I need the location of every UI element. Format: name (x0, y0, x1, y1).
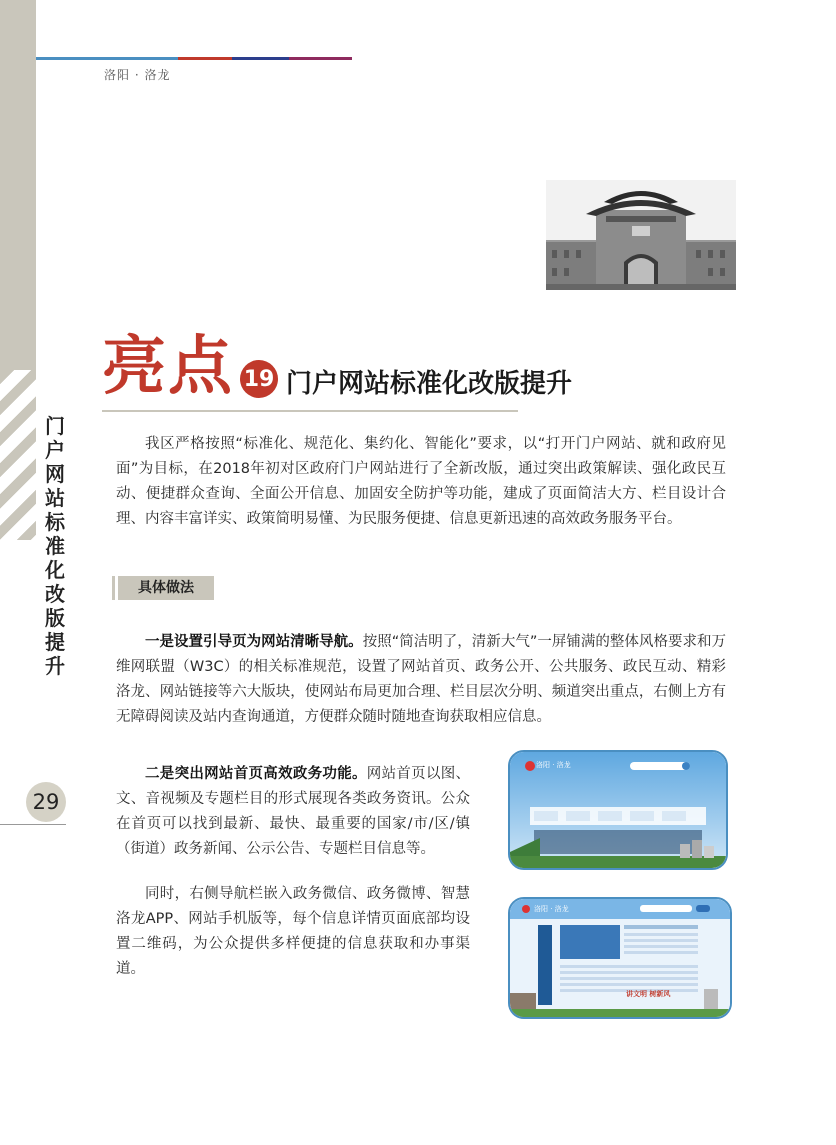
screenshot-1-site-name: 洛阳 · 洛龙 (536, 761, 571, 769)
point-2-lead: 二是突出网站首页高效政务功能。 (145, 766, 367, 782)
side-char: 站 (45, 486, 65, 510)
point-2-paragraph (116, 762, 470, 862)
highlight-number-badge: 19 (240, 360, 278, 398)
side-char: 网 (45, 462, 65, 486)
side-char: 版 (45, 606, 65, 630)
side-char: 改 (45, 582, 65, 606)
gate-tower-photo (546, 180, 736, 290)
running-head: 洛阳 · 洛龙 (104, 68, 171, 82)
side-char: 准 (45, 534, 65, 558)
point-1-text: 按照“简洁明了，清新大气”一屏铺满的整体风格要求和万维网联盟（W3C）的相关标准规范，设置了网站首页、政务公开、公共服务、政民互动、精彩洛龙、网站链接等六大版块，使网站布局更加合理、栏目层次分明、频道突出重点，右侧上方有无障碍阅读及站内查询通道，方便群众随时随地查询获取相应信息。 (116, 634, 727, 725)
vertical-side-title (42, 414, 68, 678)
intro-paragraph: 我区严格按照“标准化、规范化、集约化、智能化”要求，以“打开门户网站、就和政府见面”为目标，在2018年初对区政府门户网站进行了全新改版，通过突出政策解读、强化政民互动、便捷群众查询、全面公开信息、加固安全防护等功能，建成了页面简洁大方、栏目设计合理、内容丰富详实、政策简明易懂、为民服务便捷、信息更新迅速的高效政务服务平台。 (116, 436, 726, 527)
website-homepage-screenshot (508, 750, 728, 870)
screenshot-2-banner: 讲文明 树新风 (626, 990, 671, 998)
left-band-stripes (0, 370, 36, 540)
left-band-solid (0, 0, 36, 370)
point-3-paragraph: 同时，右侧导航栏嵌入政务微信、政务微博、智慧洛龙APP、网站手机版等，每个信息详情页面底部均设置二维码，为公众提供多样便捷的信息获取和办事渠道。 (116, 886, 470, 977)
page-number: 29 (26, 782, 66, 822)
side-char: 升 (45, 654, 65, 678)
top-color-rule (36, 57, 352, 60)
side-char: 门 (45, 414, 65, 438)
section-tag: 具体做法 (118, 576, 214, 600)
screenshot-2-site-name: 洛阳 · 洛龙 (534, 905, 569, 913)
website-detail-screenshot (508, 897, 732, 1019)
point-1-paragraph (116, 630, 726, 730)
side-char: 标 (45, 510, 65, 534)
page-number-rule (0, 824, 66, 825)
point-1-lead: 一是设置引导页为网站清晰导航。 (145, 634, 363, 650)
side-char: 提 (45, 630, 65, 654)
highlight-heading: 亮点 (102, 330, 234, 404)
point-2-text: 网站首页以图、文、音视频及专题栏目的形式展现各类政务资讯。公众在首页可以找到最新、最快、最重要的国家/市/区/镇（街道）政务新闻、公示公告、专题栏目信息等。 (116, 766, 471, 857)
side-char: 化 (45, 558, 65, 582)
highlight-subtitle: 门户网站标准化改版提升 (286, 369, 573, 399)
side-char: 户 (45, 438, 65, 462)
heading-underline (102, 410, 518, 412)
